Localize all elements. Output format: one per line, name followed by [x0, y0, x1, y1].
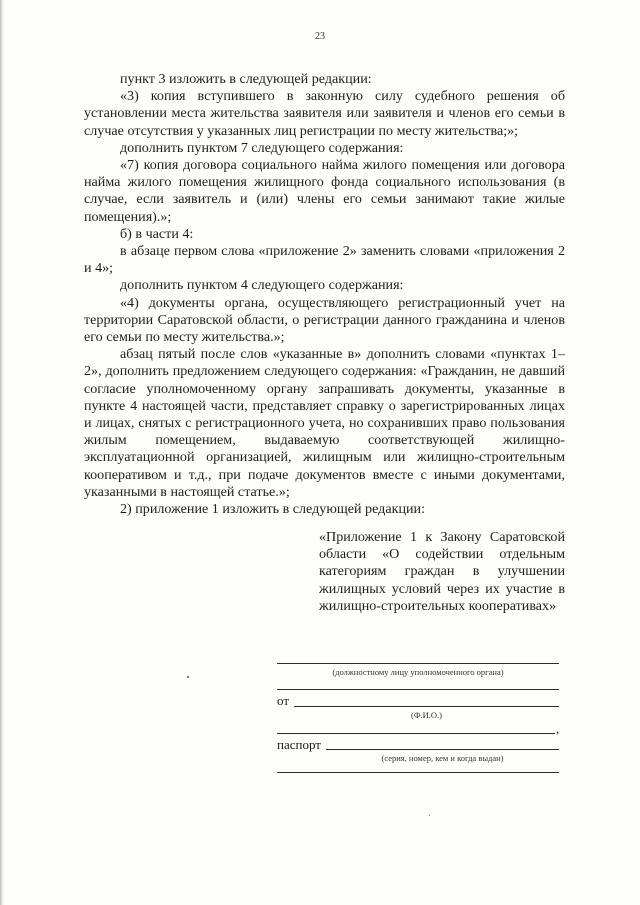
- page-number: 23: [315, 31, 325, 42]
- official-line: [277, 663, 559, 664]
- fio-hint: (Ф.И.О.): [410, 710, 443, 720]
- scan-speck: [187, 676, 189, 678]
- paragraph: «4) документы органа, осуществляющего регистрационный учет на территории Саратовской области, о регистрации данного гражданина и членов его семьи по месту жительства.»;: [84, 294, 565, 346]
- fio-line: [294, 706, 559, 707]
- passport-line: [326, 749, 559, 750]
- passport-hint: (серия, номер, кем и когда выдан): [381, 753, 504, 763]
- paragraph: 2) приложение 1 изложить в следующей редакции:: [120, 501, 425, 518]
- official-line-2: [277, 689, 559, 690]
- paragraph: пункт 3 изложить в следующей редакции:: [120, 71, 372, 87]
- official-hint: (должностному лицу уполномоченного органа): [332, 667, 504, 677]
- scan-edge-shadow: [0, 0, 4, 905]
- amendment-text: [84, 71, 565, 518]
- paragraph: абзац пятый после слов «указанные в» дополнить словами «пунктах 1–2», дополнить предложением следующего содержания: «Гражданин, не давший согласие уполномоченному органу запрашивать документы, указанные в пункте 4 настоящей части, представляет справку о зарегистрированных лицах и лицах, снятых с регистрационного учета, но сохранивших право пользования жилым помещением, выдаваемую соответствующей жилищно-эксплуатационной организацией, жилищным или жилищно-строительным кооперативом и т.д., при подаче документов вместе с иными документами, указанными в настоящей статье.»;: [84, 346, 565, 500]
- paragraph: «7) копия договора социального найма жилого помещения или договора найма жилого помещения жилищного фонда социального использования (в случае, если заявитель и (или) члены его семьи занимают такие жилые помещения).»;: [84, 157, 565, 225]
- comma: ,: [556, 721, 560, 736]
- paragraph: в абзаце первом слова «приложение 2» заменить словами «приложения 2 и 4»;: [84, 243, 565, 277]
- from-label: от: [277, 693, 290, 708]
- paragraph: дополнить пунктом 4 следующего содержания:: [120, 277, 404, 294]
- scan-speck: [429, 815, 430, 816]
- annex-heading: «Приложение 1 к Закону Саратовской области «О содействии отдельным категориям граждан в улучшении жилищных условий через их участие в жилищно-строительных кооперативах»: [319, 529, 565, 614]
- paragraph: дополнить пунктом 7 следующего содержания:: [120, 139, 404, 156]
- passport-line-2: [277, 772, 559, 773]
- fio-line-2: [277, 733, 555, 734]
- passport-label: паспорт: [277, 737, 321, 752]
- paragraph: «3) копия вступившего в законную силу судебного решения об установлении места жительства заявителя или заявителя и членов его семьи в случае отсутствия у указанных лиц регистрации по месту жительства;»;: [84, 88, 565, 139]
- paragraph: б) в части 4:: [120, 225, 194, 242]
